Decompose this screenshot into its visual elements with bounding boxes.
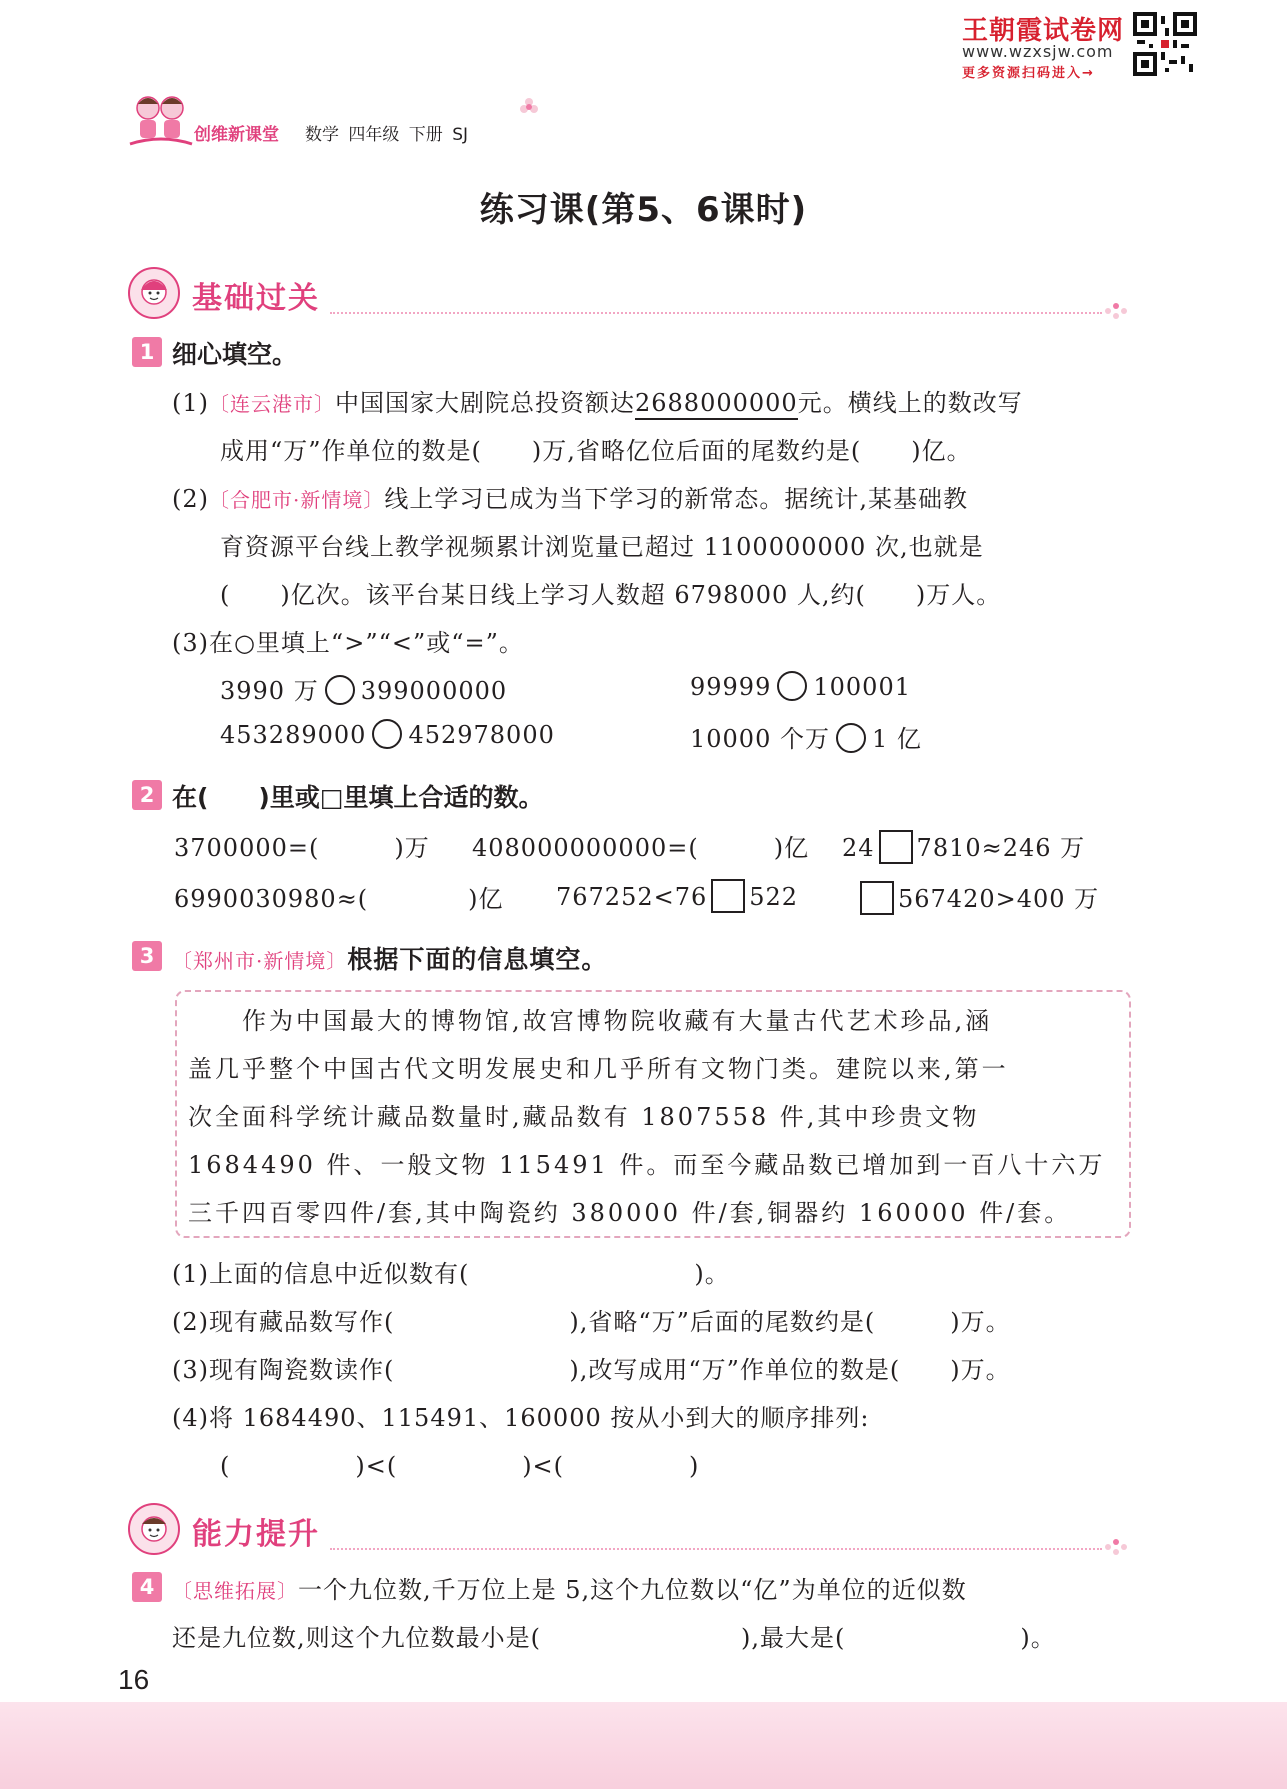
- q3-sub4-blanks: ( )<( )<( ): [220, 1452, 700, 1480]
- brand-url: www.wzxsjw.com: [962, 42, 1114, 61]
- compare-item: [690, 719, 922, 754]
- dots-decoration-icon: [1104, 300, 1128, 322]
- q1-part2-line3: ( )亿次。该平台某日线上学习人数超 6798000 人,约( )万人。: [220, 581, 1002, 609]
- boy-avatar-icon: [127, 1502, 181, 1556]
- info-line: 1684490 件、一般文物 115491 件。而至今藏品数已增加到一百八十六万: [188, 1151, 1106, 1179]
- info-line: 三千四百零四件/套,其中陶瓷约 380000 件/套,铜器约 160000 件/套。: [188, 1199, 1072, 1227]
- compare-circle[interactable]: [325, 675, 355, 705]
- compare-right: 1 亿: [871, 725, 922, 753]
- subject-info: 数学 四年级 下册 SJ: [305, 125, 469, 145]
- compare-left: 453289000: [220, 721, 367, 749]
- question-heading: [172, 940, 607, 976]
- q1-part1-line1: [172, 383, 1023, 418]
- qr-code-icon: [1133, 12, 1197, 76]
- page-title: 练习课(第5、6课时): [479, 190, 808, 230]
- source-tag: 〔思维拓展〕: [172, 1579, 298, 1603]
- compare-left: 10000 个万: [690, 725, 830, 753]
- kids-logo-icon: [126, 90, 196, 152]
- compare-item: [220, 671, 507, 706]
- page-number: 16: [118, 1664, 150, 1695]
- info-line: 次全面科学统计藏品数量时,藏品数有 1807558 件,其中珍贵文物: [188, 1103, 980, 1131]
- fill-box[interactable]: [711, 879, 745, 913]
- underlined-number: 2688000000: [635, 389, 798, 420]
- compare-left: 99999: [690, 673, 772, 701]
- source-tag: 〔连云港市〕: [209, 392, 335, 416]
- question-number-badge: 4: [132, 1572, 162, 1602]
- part-label: (1): [172, 389, 209, 417]
- text: 一个九位数,千万位上是 5,这个九位数以“亿”为单位的近似数: [298, 1576, 967, 1604]
- text: 24: [842, 834, 875, 862]
- compare-circle[interactable]: [372, 719, 402, 749]
- q2-item: [842, 828, 1085, 864]
- compare-item: [220, 719, 555, 749]
- dots-decoration-icon: [1104, 1536, 1128, 1558]
- info-line: 盖几乎整个中国古代文明发展史和几乎所有文物门类。建院以来,第一: [188, 1055, 1009, 1083]
- source-tag: 〔郑州市·新情境〕: [172, 949, 348, 973]
- compare-left: 3990 万: [220, 677, 319, 705]
- text: 7810≈246 万: [916, 834, 1086, 862]
- text: 767252<76: [556, 883, 708, 911]
- question-title: 根据下面的信息填空。: [347, 945, 608, 974]
- section-divider: [330, 312, 1102, 314]
- compare-item: [690, 671, 911, 701]
- info-line: 作为中国最大的博物馆,故宫博物院收藏有大量古代艺术珍品,涵: [188, 1007, 993, 1035]
- text: 522: [749, 883, 799, 911]
- text: 中国国家大剧院总投资额达: [335, 389, 635, 417]
- flower-icon: [518, 96, 540, 118]
- girl-avatar-icon: [127, 266, 181, 320]
- q1-part3-instruction: (3)在○里填上“>”“<”或“=”。: [172, 629, 524, 657]
- fill-box[interactable]: [860, 881, 894, 915]
- section-basic-title: 基础过关: [192, 281, 320, 316]
- footer-band: [0, 1702, 1287, 1789]
- brand-tip: 更多资源扫码进入→: [962, 66, 1095, 81]
- compare-circle[interactable]: [836, 723, 866, 753]
- section-advanced-title: 能力提升: [192, 1517, 320, 1552]
- q3-sub4: (4)将 1684490、115491、160000 按从小到大的顺序排列:: [172, 1404, 870, 1432]
- compare-circle[interactable]: [777, 671, 807, 701]
- q4-line1: [172, 1570, 967, 1605]
- q3-sub3: (3)现有陶瓷数读作( ),改写成用“万”作单位的数是( )万。: [172, 1356, 1011, 1384]
- section-divider: [330, 1548, 1102, 1550]
- q2-item: 3700000=( )万: [174, 834, 430, 862]
- text: 元。横线上的数改写: [797, 389, 1023, 417]
- q1-part1-line2: 成用“万”作单位的数是( )万,省略亿位后面的尾数约是( )亿。: [220, 437, 972, 465]
- part-label: (2): [172, 485, 209, 513]
- question-number-badge: 2: [132, 780, 162, 810]
- fill-box[interactable]: [879, 830, 913, 864]
- q2-item: 408000000000=( )亿: [472, 834, 810, 862]
- question-title: 在( )里或□里填上合适的数。: [172, 783, 544, 812]
- question-number-badge: 1: [132, 337, 162, 367]
- q2-item: [856, 879, 1099, 915]
- compare-right: 452978000: [408, 721, 555, 749]
- q2-item: [556, 879, 798, 913]
- compare-right: 399000000: [360, 677, 508, 705]
- q3-sub1: (1)上面的信息中近似数有( )。: [172, 1260, 730, 1288]
- compare-right: 100001: [813, 673, 911, 701]
- text: 567420>400 万: [898, 885, 1100, 913]
- question-title: 细心填空。: [172, 340, 298, 369]
- source-tag: 〔合肥市·新情境〕: [209, 488, 385, 512]
- q1-part2-line1: [172, 479, 968, 514]
- question-number-badge: 3: [132, 941, 162, 971]
- q2-item: 6990030980≈( )亿: [174, 885, 504, 913]
- q1-part2-line2: 育资源平台线上教学视频累计浏览量已超过 1100000000 次,也就是: [220, 533, 984, 561]
- q4-line2: 还是九位数,则这个九位数最小是( ),最大是( )。: [172, 1624, 1056, 1652]
- q3-sub2: (2)现有藏品数写作( ),省略“万”后面的尾数约是( )万。: [172, 1308, 1011, 1336]
- brand-name: 王朝霞试卷网: [962, 16, 1125, 46]
- text: 线上学习已成为当下学习的新常态。据统计,某基础教: [384, 485, 968, 513]
- series-name: 创维新课堂: [194, 125, 279, 145]
